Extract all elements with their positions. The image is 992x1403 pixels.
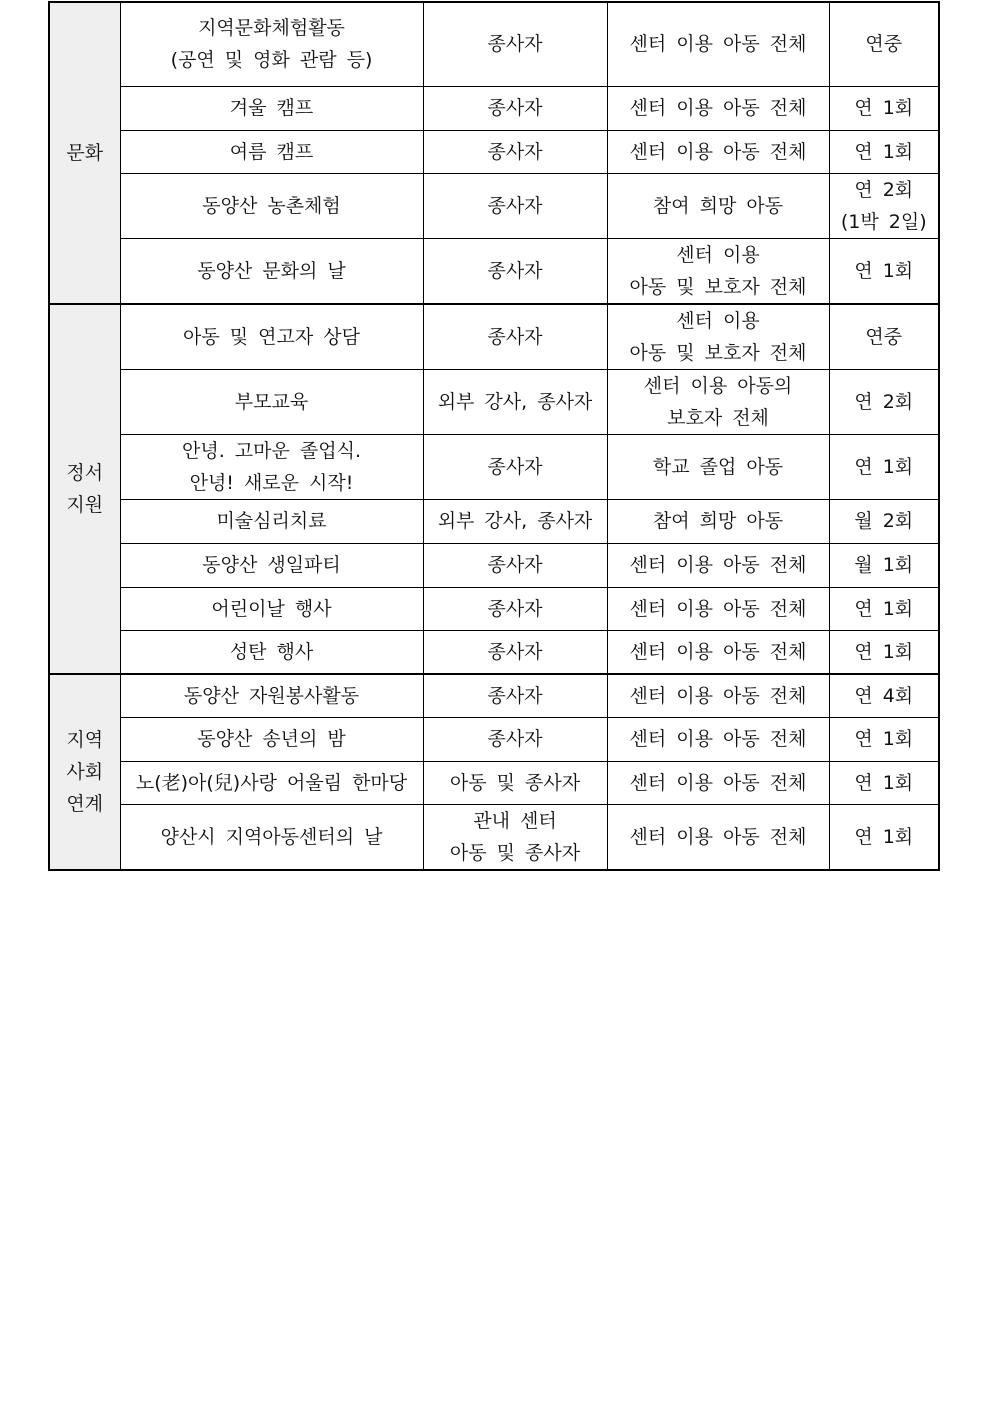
freq-text: 연 1회 bbox=[854, 597, 914, 620]
target-text: 센터 이용 bbox=[676, 309, 760, 332]
freq-cell bbox=[829, 434, 939, 499]
program-text: 안녕! 새로운 시작! bbox=[189, 471, 354, 494]
program-cell bbox=[120, 543, 423, 587]
target-cell bbox=[607, 543, 829, 587]
program-text: 부모교육 bbox=[234, 390, 309, 413]
category-label: 사회 bbox=[66, 760, 104, 783]
lead-cell bbox=[423, 761, 607, 804]
lead-cell bbox=[423, 587, 607, 630]
lead-cell bbox=[423, 630, 607, 674]
target-text: 보호자 전체 bbox=[667, 406, 769, 429]
freq-text: 연 1회 bbox=[854, 97, 914, 119]
target-cell bbox=[607, 86, 829, 130]
lead-cell bbox=[423, 86, 607, 130]
table-row bbox=[49, 717, 939, 761]
freq-text: 연 1회 bbox=[854, 259, 914, 282]
category-label: 정서 bbox=[66, 461, 104, 484]
table-row bbox=[49, 674, 939, 717]
target-text: 아동 및 보호자 전체 bbox=[629, 341, 807, 364]
program-cell bbox=[120, 804, 423, 870]
table-row bbox=[49, 86, 939, 130]
category-label: 지역 bbox=[66, 728, 104, 751]
target-text: 센터 이용 아동 전체 bbox=[629, 140, 807, 163]
program-cell bbox=[120, 238, 423, 304]
lead-cell bbox=[423, 130, 607, 173]
target-text: 센터 이용 아동 전체 bbox=[629, 728, 807, 750]
freq-text: 연 1회 bbox=[854, 640, 914, 663]
table-row bbox=[49, 630, 939, 674]
freq-text: 연 4회 bbox=[854, 684, 914, 707]
category-label: 지원 bbox=[66, 493, 104, 516]
program-text: 동양산 농촌체험 bbox=[202, 194, 341, 217]
program-table-body bbox=[49, 2, 939, 870]
lead-text: 종사자 bbox=[487, 728, 543, 750]
program-text: (공연 및 영화 관람 등) bbox=[170, 49, 373, 72]
lead-cell bbox=[423, 674, 607, 717]
target-cell bbox=[607, 2, 829, 86]
category-label: 연계 bbox=[66, 792, 104, 815]
freq-cell bbox=[829, 499, 939, 543]
lead-text: 외부 강사, 종사자 bbox=[437, 510, 593, 532]
program-cell bbox=[120, 674, 423, 717]
lead-text: 종사자 bbox=[487, 554, 543, 576]
category-cell bbox=[49, 304, 120, 675]
program-cell bbox=[120, 130, 423, 173]
freq-text: 연 1회 bbox=[854, 825, 914, 848]
program-cell bbox=[120, 86, 423, 130]
target-text: 센터 이용 bbox=[676, 243, 760, 266]
program-text: 겨울 캠프 bbox=[229, 97, 314, 119]
lead-text: 종사자 bbox=[487, 140, 543, 163]
program-cell bbox=[120, 499, 423, 543]
target-text: 센터 이용 아동 전체 bbox=[629, 97, 807, 119]
program-text: 아동 및 연고자 상담 bbox=[183, 325, 360, 348]
program-cell bbox=[120, 304, 423, 370]
freq-text: 연 1회 bbox=[854, 140, 914, 163]
table-row bbox=[49, 304, 939, 370]
freq-cell bbox=[829, 369, 939, 434]
target-text: 센터 이용 아동 전체 bbox=[629, 684, 807, 707]
lead-cell bbox=[423, 717, 607, 761]
category-cell bbox=[49, 2, 120, 304]
freq-cell bbox=[829, 587, 939, 630]
freq-text: 연 1회 bbox=[854, 771, 914, 794]
program-cell bbox=[120, 173, 423, 238]
lead-text: 종사자 bbox=[487, 325, 543, 348]
program-text: 지역문화체험활동 bbox=[198, 17, 345, 40]
freq-text: 연 2회 bbox=[854, 178, 914, 201]
program-text: 동양산 송년의 밤 bbox=[197, 728, 346, 750]
program-cell bbox=[120, 630, 423, 674]
target-cell bbox=[607, 674, 829, 717]
lead-cell bbox=[423, 304, 607, 370]
lead-cell bbox=[423, 2, 607, 86]
program-text: 동양산 생일파티 bbox=[202, 554, 341, 576]
freq-text: 연중 bbox=[865, 33, 903, 56]
program-cell bbox=[120, 761, 423, 804]
program-table bbox=[48, 1, 940, 871]
lead-cell bbox=[423, 804, 607, 870]
target-cell bbox=[607, 434, 829, 499]
freq-text: (1박 2일) bbox=[840, 210, 927, 233]
target-cell bbox=[607, 369, 829, 434]
program-text: 동양산 자원봉사활동 bbox=[183, 684, 360, 707]
freq-cell bbox=[829, 86, 939, 130]
target-cell bbox=[607, 717, 829, 761]
target-text: 학교 졸업 아동 bbox=[652, 455, 784, 478]
lead-cell bbox=[423, 369, 607, 434]
lead-text: 종사자 bbox=[487, 640, 543, 663]
target-text: 센터 이용 아동 전체 bbox=[629, 771, 807, 794]
freq-cell bbox=[829, 717, 939, 761]
lead-text: 종사자 bbox=[487, 684, 543, 707]
target-cell bbox=[607, 804, 829, 870]
program-text: 성탄 행사 bbox=[229, 640, 314, 663]
freq-text: 월 2회 bbox=[854, 510, 914, 532]
target-text: 센터 이용 아동의 bbox=[643, 374, 793, 397]
program-cell bbox=[120, 369, 423, 434]
lead-text: 종사자 bbox=[487, 33, 543, 56]
table-row bbox=[49, 434, 939, 499]
lead-cell bbox=[423, 543, 607, 587]
table-row bbox=[49, 587, 939, 630]
lead-cell bbox=[423, 499, 607, 543]
freq-text: 연중 bbox=[865, 325, 903, 348]
freq-cell bbox=[829, 630, 939, 674]
program-cell bbox=[120, 434, 423, 499]
table-row bbox=[49, 130, 939, 173]
freq-cell bbox=[829, 761, 939, 804]
lead-text: 아동 및 종사자 bbox=[449, 841, 581, 864]
target-text: 아동 및 보호자 전체 bbox=[629, 275, 807, 298]
freq-cell bbox=[829, 304, 939, 370]
lead-text: 종사자 bbox=[487, 455, 543, 478]
freq-cell bbox=[829, 674, 939, 717]
target-cell bbox=[607, 587, 829, 630]
target-text: 참여 희망 아동 bbox=[652, 194, 784, 217]
program-text: 미술심리치료 bbox=[216, 510, 327, 532]
target-text: 센터 이용 아동 전체 bbox=[629, 33, 807, 56]
lead-text: 종사자 bbox=[487, 97, 543, 119]
lead-text: 아동 및 종사자 bbox=[449, 771, 581, 794]
target-cell bbox=[607, 173, 829, 238]
freq-cell bbox=[829, 130, 939, 173]
lead-text: 관내 센터 bbox=[473, 809, 557, 832]
program-text: 여름 캠프 bbox=[229, 140, 314, 163]
lead-cell bbox=[423, 238, 607, 304]
category-label: 문화 bbox=[66, 141, 104, 164]
lead-text: 종사자 bbox=[487, 597, 543, 620]
freq-cell bbox=[829, 543, 939, 587]
target-cell bbox=[607, 238, 829, 304]
category-cell bbox=[49, 674, 120, 870]
table-row bbox=[49, 499, 939, 543]
lead-text: 종사자 bbox=[487, 259, 543, 282]
program-text: 동양산 문화의 날 bbox=[197, 259, 346, 282]
table-row bbox=[49, 2, 939, 86]
program-cell bbox=[120, 2, 423, 86]
program-text: 양산시 지역아동센터의 날 bbox=[160, 825, 383, 848]
target-text: 참여 희망 아동 bbox=[652, 510, 784, 532]
target-cell bbox=[607, 499, 829, 543]
target-cell bbox=[607, 130, 829, 173]
freq-cell bbox=[829, 173, 939, 238]
table-row bbox=[49, 369, 939, 434]
lead-cell bbox=[423, 173, 607, 238]
target-text: 센터 이용 아동 전체 bbox=[629, 554, 807, 576]
program-cell bbox=[120, 717, 423, 761]
target-cell bbox=[607, 630, 829, 674]
target-text: 센터 이용 아동 전체 bbox=[629, 597, 807, 620]
table-row bbox=[49, 173, 939, 238]
freq-cell bbox=[829, 804, 939, 870]
program-text: 노(老)아(兒)사랑 어울림 한마당 bbox=[135, 771, 408, 794]
table-row bbox=[49, 543, 939, 587]
target-cell bbox=[607, 304, 829, 370]
freq-text: 연 1회 bbox=[854, 728, 914, 750]
table-row bbox=[49, 238, 939, 304]
freq-text: 연 2회 bbox=[854, 390, 914, 413]
freq-text: 연 1회 bbox=[854, 455, 914, 478]
table-row bbox=[49, 761, 939, 804]
program-text: 어린이날 행사 bbox=[211, 597, 332, 620]
lead-cell bbox=[423, 434, 607, 499]
target-text: 센터 이용 아동 전체 bbox=[629, 640, 807, 663]
table-row bbox=[49, 804, 939, 870]
lead-text: 외부 강사, 종사자 bbox=[437, 390, 593, 413]
target-cell bbox=[607, 761, 829, 804]
freq-text: 월 1회 bbox=[854, 554, 914, 576]
program-text: 안녕. 고마운 졸업식. bbox=[182, 439, 361, 462]
program-cell bbox=[120, 587, 423, 630]
lead-text: 종사자 bbox=[487, 194, 543, 217]
freq-cell bbox=[829, 2, 939, 86]
freq-cell bbox=[829, 238, 939, 304]
target-text: 센터 이용 아동 전체 bbox=[629, 825, 807, 848]
